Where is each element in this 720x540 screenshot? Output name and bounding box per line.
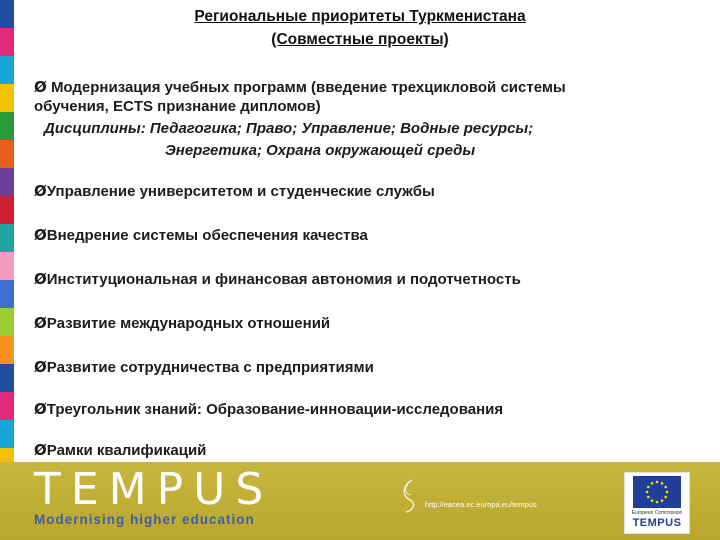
ec-label: European Commission bbox=[631, 510, 683, 516]
strip-segment bbox=[0, 56, 14, 84]
tempus-tagline: Modernising higher education bbox=[34, 512, 255, 527]
tempus-url-link[interactable]: http://eacea.ec.europa.eu/tempus bbox=[425, 500, 537, 509]
bullet-arrow-icon: Ø bbox=[34, 182, 47, 200]
tempus-logo-text: TEMPUS bbox=[34, 464, 274, 515]
list-item-text: Модернизация учебных программ (введение трехцикловой системы bbox=[50, 79, 566, 96]
strip-segment bbox=[0, 420, 14, 448]
list-item bbox=[34, 226, 368, 244]
list-item bbox=[34, 441, 206, 459]
eu-star-icon bbox=[647, 496, 650, 499]
strip-segment bbox=[0, 168, 14, 196]
list-item bbox=[34, 358, 374, 376]
list-item-text: Институциональная и финансовая автономия и подотчетность bbox=[46, 271, 521, 288]
eu-flag-icon bbox=[633, 476, 681, 508]
list-item-curriculum bbox=[34, 78, 566, 96]
eu-star-icon bbox=[664, 496, 667, 499]
eu-star-icon bbox=[651, 499, 654, 502]
bullet-arrow-icon: Ø bbox=[34, 441, 47, 459]
list-item-continuation: обучения, ECTS признание дипломов) bbox=[34, 98, 321, 115]
strip-segment bbox=[0, 196, 14, 224]
disciplines-line: Дисциплины: Педагогика; Право; Управление; Водные ресурсы; bbox=[44, 120, 534, 137]
disciplines-continuation: Энергетика; Охрана окружающей среды bbox=[165, 142, 476, 159]
bullet-arrow-icon: Ø bbox=[34, 78, 47, 96]
eu-star-icon bbox=[666, 491, 669, 494]
strip-segment bbox=[0, 336, 14, 364]
eu-star-icon bbox=[656, 481, 659, 484]
slide-title: Региональные приоритеты Туркменистана bbox=[194, 8, 526, 25]
slide-subtitle: (Совместные проекты) bbox=[271, 31, 449, 48]
eu-star-icon bbox=[661, 482, 664, 485]
strip-segment bbox=[0, 280, 14, 308]
list-item-text: Рамки квалификаций bbox=[46, 442, 207, 459]
decorative-color-strip bbox=[0, 0, 14, 462]
strip-segment bbox=[0, 112, 14, 140]
strip-segment bbox=[0, 84, 14, 112]
bullet-arrow-icon: Ø bbox=[34, 314, 47, 332]
list-item bbox=[34, 400, 503, 418]
strip-segment bbox=[0, 308, 14, 336]
strip-segment bbox=[0, 224, 14, 252]
list-item-text: Внедрение системы обеспечения качества bbox=[46, 227, 368, 244]
eu-star-icon bbox=[651, 482, 654, 485]
list-item-text: Развитие международных отношений bbox=[46, 315, 331, 332]
swirl-icon bbox=[398, 476, 420, 516]
bullet-arrow-icon: Ø bbox=[34, 400, 47, 418]
bullet-arrow-icon: Ø bbox=[34, 358, 47, 376]
list-item bbox=[34, 270, 521, 288]
eu-star-icon bbox=[656, 501, 659, 504]
strip-segment bbox=[0, 252, 14, 280]
bullet-arrow-icon: Ø bbox=[34, 270, 47, 288]
bullet-arrow-icon: Ø bbox=[34, 226, 47, 244]
eu-star-icon bbox=[647, 486, 650, 489]
list-item-text: Развитие сотрудничества с предприятиями bbox=[46, 359, 374, 376]
list-item-text: Управление университетом и студенческие службы bbox=[46, 183, 435, 200]
strip-segment bbox=[0, 140, 14, 168]
list-item-text: Треугольник знаний: Образование-инновации-исследования bbox=[46, 401, 504, 418]
ec-tempus-logo bbox=[624, 472, 690, 534]
eu-star-icon bbox=[664, 486, 667, 489]
list-item bbox=[34, 314, 330, 332]
ec-tempus-label: TEMPUS bbox=[632, 517, 682, 529]
eu-star-icon bbox=[646, 491, 649, 494]
list-item bbox=[34, 182, 435, 200]
eu-star-icon bbox=[661, 499, 664, 502]
strip-segment bbox=[0, 392, 14, 420]
strip-segment bbox=[0, 364, 14, 392]
